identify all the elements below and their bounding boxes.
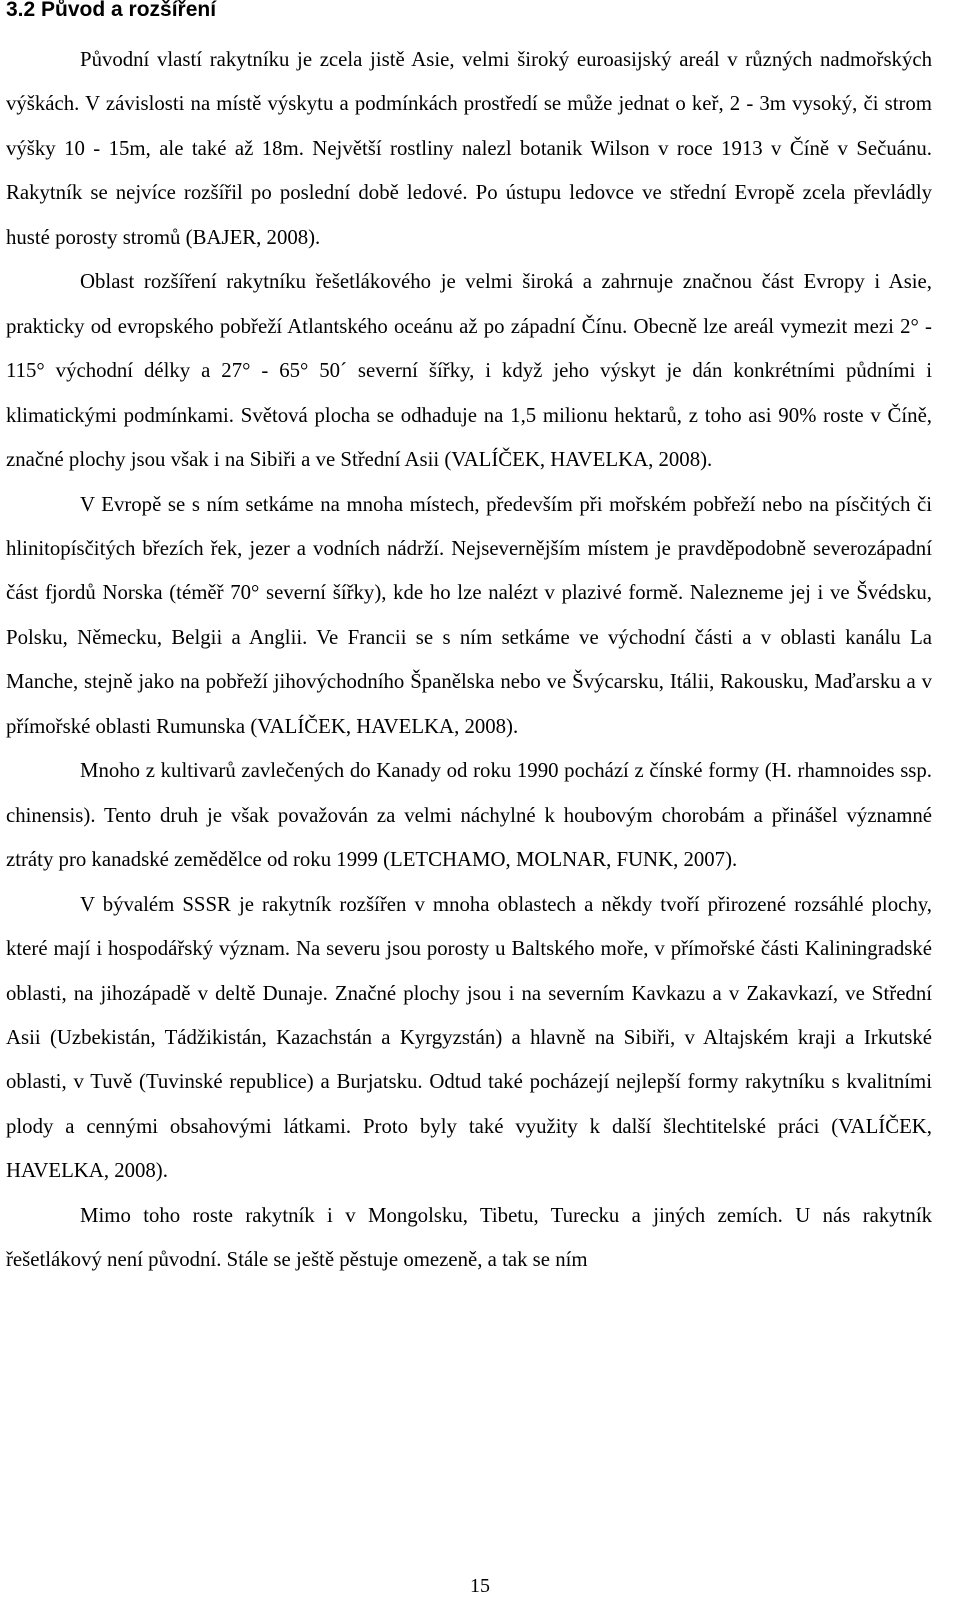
page-number: 15: [470, 1575, 490, 1597]
paragraph-former-ussr: V bývalém SSSR je rakytník rozšířen v mnoha oblastech a někdy tvoří přirozené rozsáhlé plochy, které mají i hospodářský význam. Na severu jsou porosty u Baltského moře, v přímořské části Kaliningradské oblasti, na jihozápadě v deltě Dunaje. Značné plochy jsou i na severním Kavkazu a v Zakavkazí, ve Střední Asii (Uzbekistán, Tádžikistán, Kazachstán a Kyrgyzstán) a hlavně na Sibiři, v Altajském kraji a Irkutské oblasti, v Tuvě (Tuvinské republice) a Burjatsku. Odtud také pocházejí nejlepší formy rakytníku s kvalitními plody a cennými obsahovými látkami. Proto byly také využity k další šlechtitelské práci (VALÍČEK, HAVELKA, 2008).: [6, 892, 932, 1183]
section-heading: 3.2 Původ a rozšíření: [6, 0, 217, 21]
paragraph-distribution-area: Oblast rozšíření rakytníku řešetlákového je velmi široká a zahrnuje značnou část Evropy i Asie, prakticky od evropského pobřeží Atlantského oceánu až po západní Čínu. Obecně lze areál vymezit mezi 2° - 115° východní délky a 27° - 65° 50´ severní šířky, i když jeho výskyt je dán konkrétními půdními i klimatickými podmínkami. Světová plocha se odhaduje na 1,5 milionu hektarů, z toho asi 90% roste v Číně, značné plochy jsou však i na Sibiři a ve Střední Asii (VALÍČEK, HAVELKA, 2008).: [6, 270, 932, 472]
paragraph-origin: Původní vlastí rakytníku je zcela jistě Asie, velmi široký euroasijský areál v různých nadmořských výškách. V závislosti na místě výskytu a podmínkách prostředí se může jednat o keř, 2 - 3m vysoký, či strom výšky 10 - 15m, ale také až 18m. Největší rostliny nalezl botanik Wilson v roce 1913 v Číně v Sečuánu. Rakytník se nejvíce rozšířil po poslední době ledové. Po ústupu ledovce ve střední Evropě zcela převládly husté porosty stromů (BAJER, 2008).: [6, 48, 932, 249]
body-text: [6, 38, 932, 1283]
paragraph-other-countries: Mimo toho roste rakytník i v Mongolsku, Tibetu, Turecku a jiných zemích. U nás rakytník řešetlákový není původní. Stále se ještě pěstuje omezeně, a tak se ním: [6, 1203, 932, 1272]
paragraph-europe: V Evropě se s ním setkáme na mnoha místech, především při mořském pobřeží nebo na písčitých či hlinitopísčitých březích řek, jezer a vodních nádrží. Nejsevernějším místem je pravděpodobně severozápadní část fjordů Norska (téměř 70° severní šířky), kde ho lze nalézt v plazivé formě. Nalezneme jej i ve Švédsku, Polsku, Německu, Belgii a Anglii. Ve Francii se s ním setkáme ve východní části a v oblasti kanálu La Manche, stejně jako na pobřeží jihovýchodního Španělska nebo ve Švýcarsku, Itálii, Rakousku, Maďarsku a v přímořské oblasti Rumunska (VALÍČEK, HAVELKA, 2008).: [6, 492, 932, 738]
paragraph-canada: Mnoho z kultivarů zavlečených do Kanady od roku 1990 pochází z čínské formy (H. rhamnoides ssp. chinensis). Tento druh je však považován za velmi náchylné k houbovým chorobám a přinášel významné ztráty pro kanadské zemědělce od roku 1999 (LETCHAMO, MOLNAR, FUNK, 2007).: [6, 759, 932, 872]
document-page: [6, 0, 932, 1272]
